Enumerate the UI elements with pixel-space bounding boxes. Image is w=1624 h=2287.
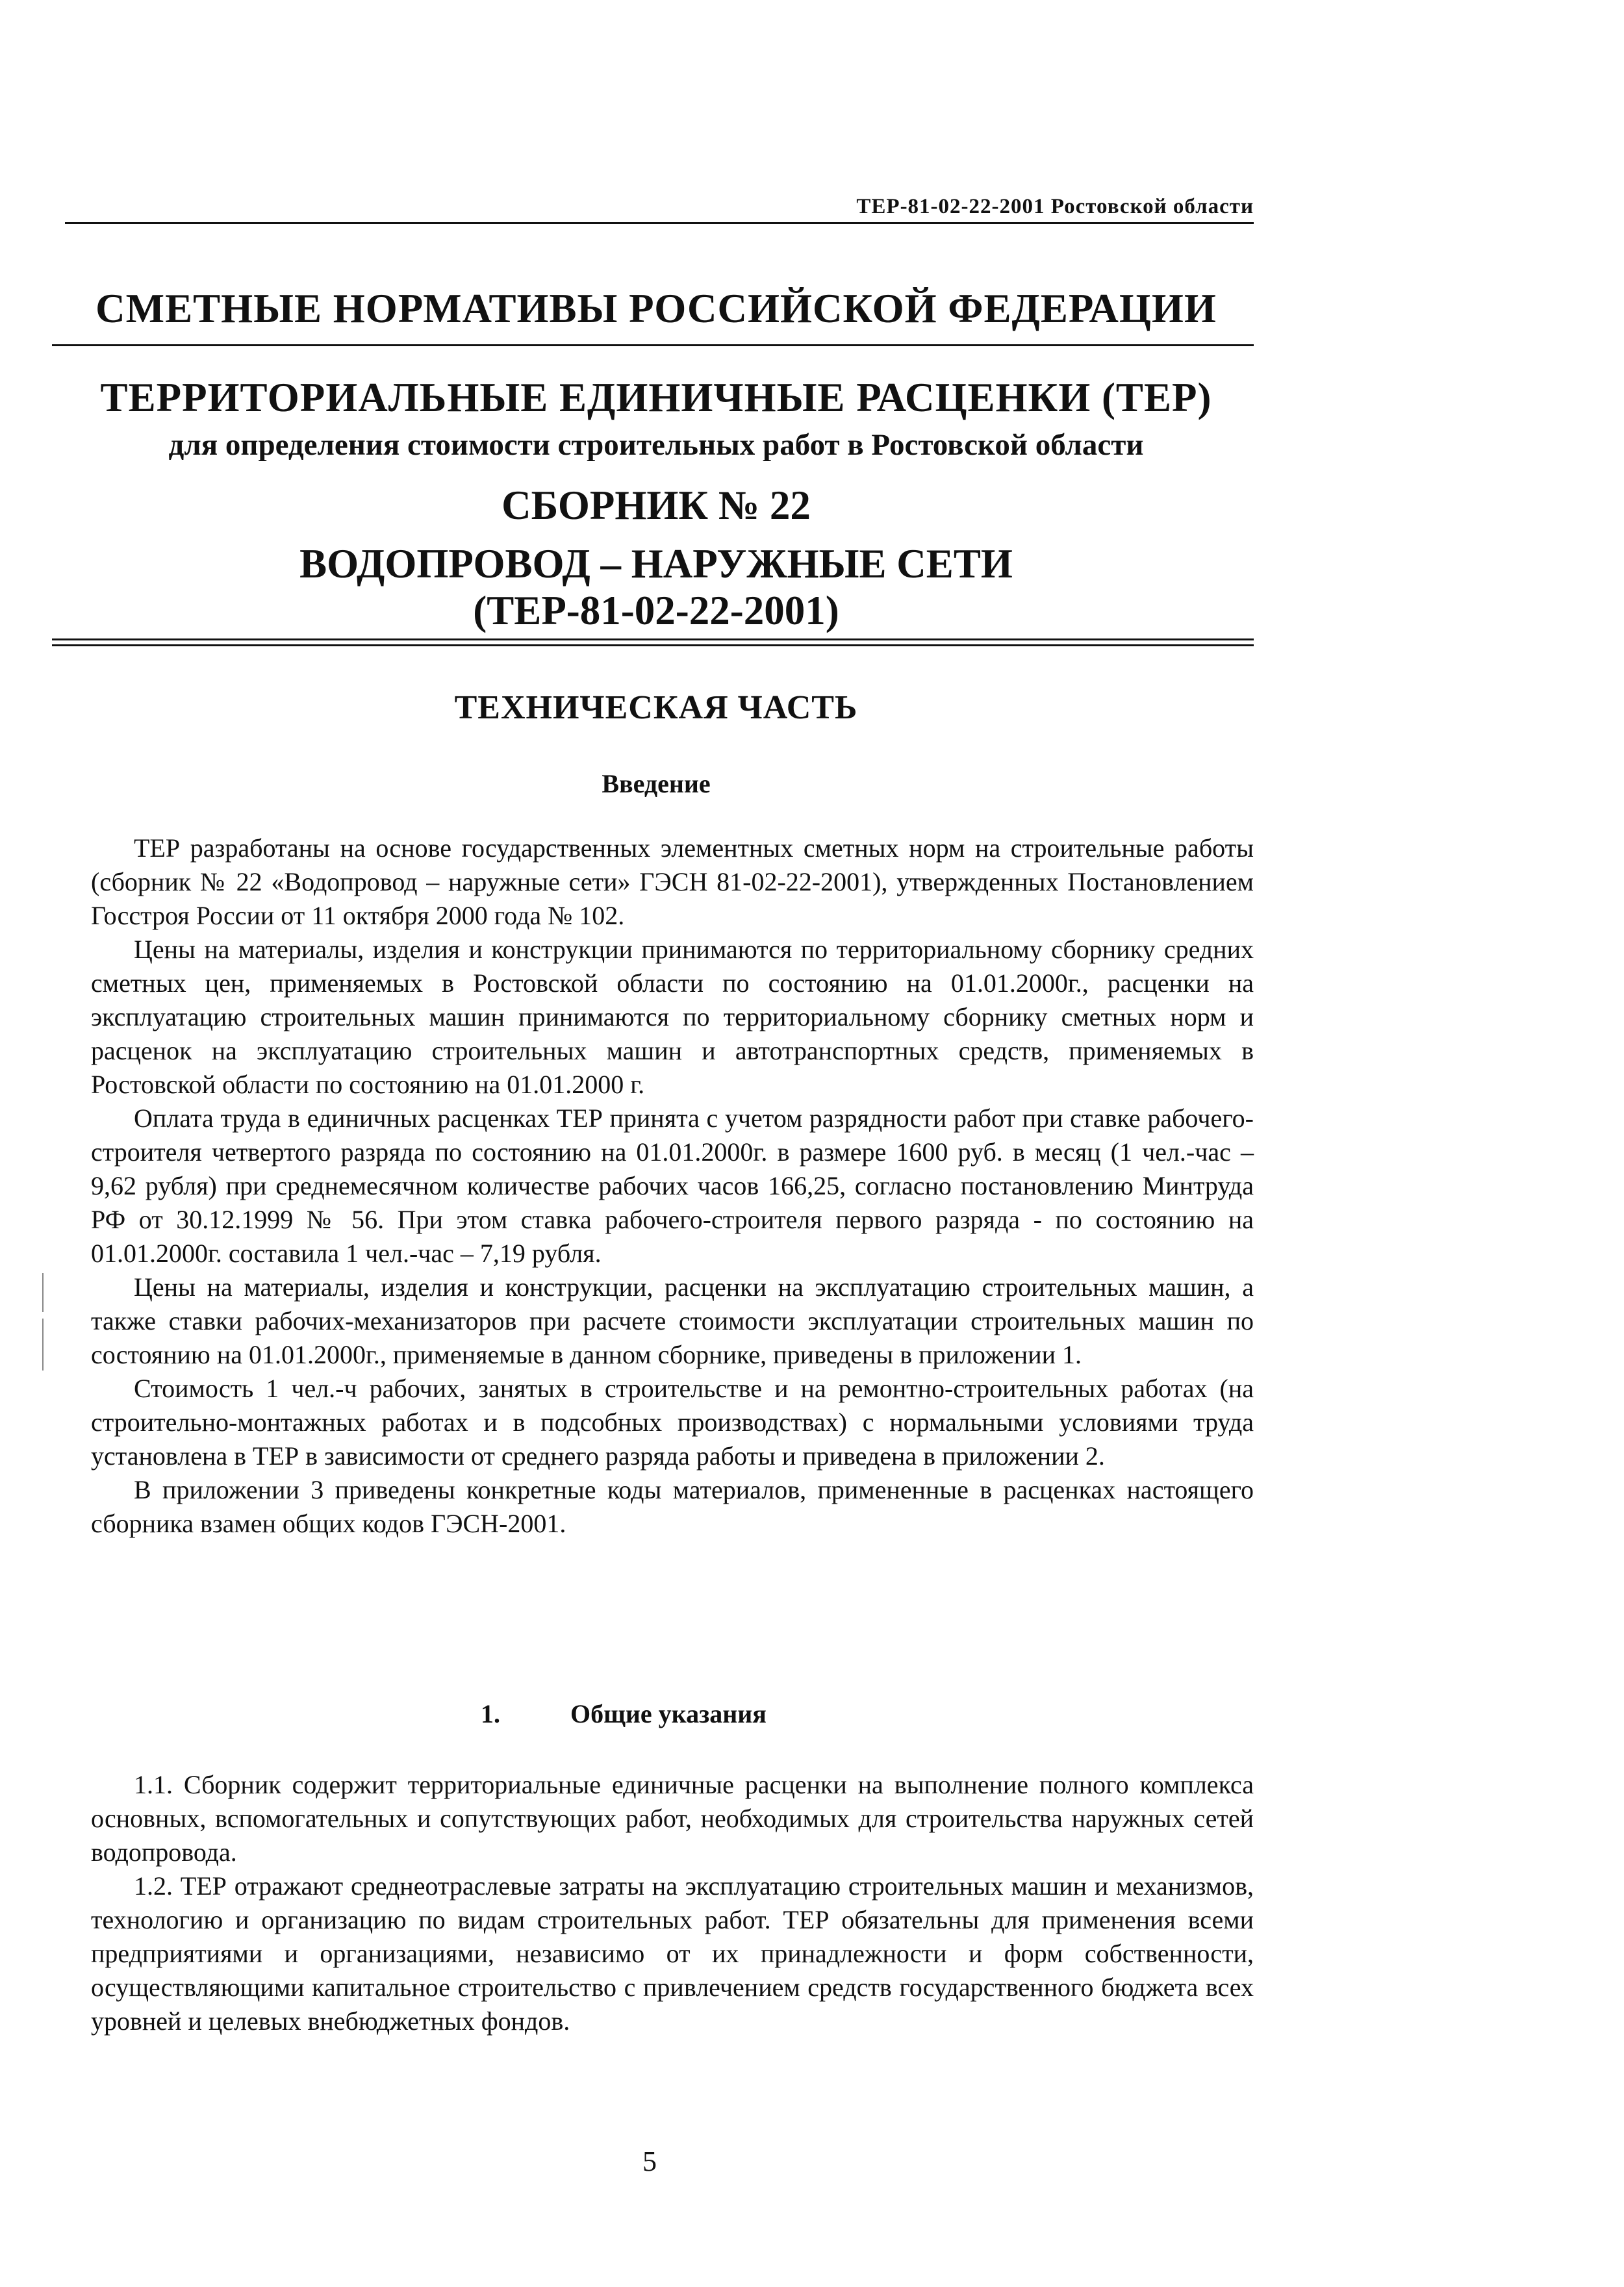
paragraph: Цены на материалы, изделия и конструкции, расценки на эксплуатацию строительных машин, а также ставки рабочих-механизаторов при расчете стоимости эксплуатации строительных машин по состоянию на 01.01.2000г., применяемые в данном сборнике, приведены в приложении 1. (91, 1272, 1254, 1369)
section-heading-technical: ТЕХНИЧЕСКАЯ ЧАСТЬ (454, 689, 858, 726)
collection-code: (ТЕР-81-02-22-2001) (473, 588, 839, 633)
title-rule (52, 344, 1254, 346)
page-number: 5 (642, 2145, 657, 2177)
document-title-ter-subtitle: для определения стоимости строительных работ в Ростовской области (168, 428, 1144, 462)
section-heading-intro: Введение (602, 769, 711, 798)
title-double-rule (52, 638, 1254, 646)
document-title-ter: ТЕРРИТОРИАЛЬНЫЕ ЕДИНИЧНЫЕ РАСЦЕНКИ (ТЕР) (100, 375, 1212, 420)
paragraph: В приложении 3 приведены конкретные коды материалов, примененные в расценках настоящего сборника взамен общих кодов ГЭСН-2001. (91, 1475, 1254, 1538)
paragraph: ТЕР разработаны на основе государственных элементных сметных норм на строительные работы (сборник № 22 «Водопровод – наружные сети» ГЭСН 81-02-22-2001), утвержденных Постановлением Госстроя России от 11 октября 2000 года № 102. (91, 833, 1254, 930)
section-title: Общие указания (570, 1699, 767, 1728)
paragraph: Цены на материалы, изделия и конструкции принимаются по территориальному сборнику средних сметных цен, применяемых в Ростовской области по состоянию на 01.01.2000г., расценки на эксплуатацию строительных машин принимаются по территориальному сборнику сметных норм и расценок на эксплуатацию строительных машин и автотранспортных средств, применяемых в Ростовской области по состоянию на 01.01.2000 г. (91, 935, 1254, 1099)
collection-subject: ВОДОПРОВОД – НАРУЖНЫЕ СЕТИ (299, 541, 1013, 587)
paragraph: Оплата труда в единичных расценках ТЕР принята с учетом разрядности работ при ставке рабочего-строителя четвертого разряда по состоянию на 01.01.2000г. в размере 1600 руб. в месяц (1 чел.-час – 9,62 рубля) при среднемесячном количестве рабочих часов 166,25, согласно постановлению Минтруда РФ от 30.12.1999 № 56. При этом ставка рабочего-строителя первого разряда - по состоянию на 01.01.2000г. составила 1 чел.-час – 7,19 рубля. (91, 1104, 1254, 1268)
intro-text (91, 831, 1254, 1541)
collection-number: СБОРНИК № 22 (501, 483, 811, 528)
paragraph: Стоимость 1 чел.-ч рабочих, занятых в строительстве и на ремонтно-строительных работах (на строительно-монтажных работах и в подсобных производствах) с нормальными условиями труда установлена в ТЕР в зависимости от среднего разряда работы и приведена в приложении 2. (91, 1374, 1254, 1471)
margin-mark (42, 1319, 44, 1371)
paragraph: 1.2. ТЕР отражают среднеотраслевые затраты на эксплуатацию строительных машин и механизмов, технологию и организацию по видам строительных работ. ТЕР обязательны для применения всеми предприятиями и организациями, независимо от их принадлежности и форм собственности, осуществляющими капитальное строительство с привлечением средств государственного бюджета всех уровней и целевых внебюджетных фондов. (91, 1871, 1254, 2036)
paragraph: 1.1. Сборник содержит территориальные единичные расценки на выполнение полного комплекса основных, вспомогательных и сопутствующих работ, необходимых для строительства наружных сетей водопровода. (91, 1770, 1254, 1867)
section-heading-general (481, 1697, 935, 1732)
document-title-main: СМЕТНЫЕ НОРМАТИВЫ РОССИЙСКОЙ ФЕДЕРАЦИИ (95, 286, 1217, 331)
section-number: 1. (481, 1699, 500, 1728)
running-header (65, 194, 1254, 224)
general-text (91, 1768, 1254, 2038)
header-rule (65, 222, 1254, 224)
margin-mark (42, 1273, 44, 1312)
running-header-title: ТЕР-81-02-22-2001 Ростовской области (856, 195, 1254, 218)
